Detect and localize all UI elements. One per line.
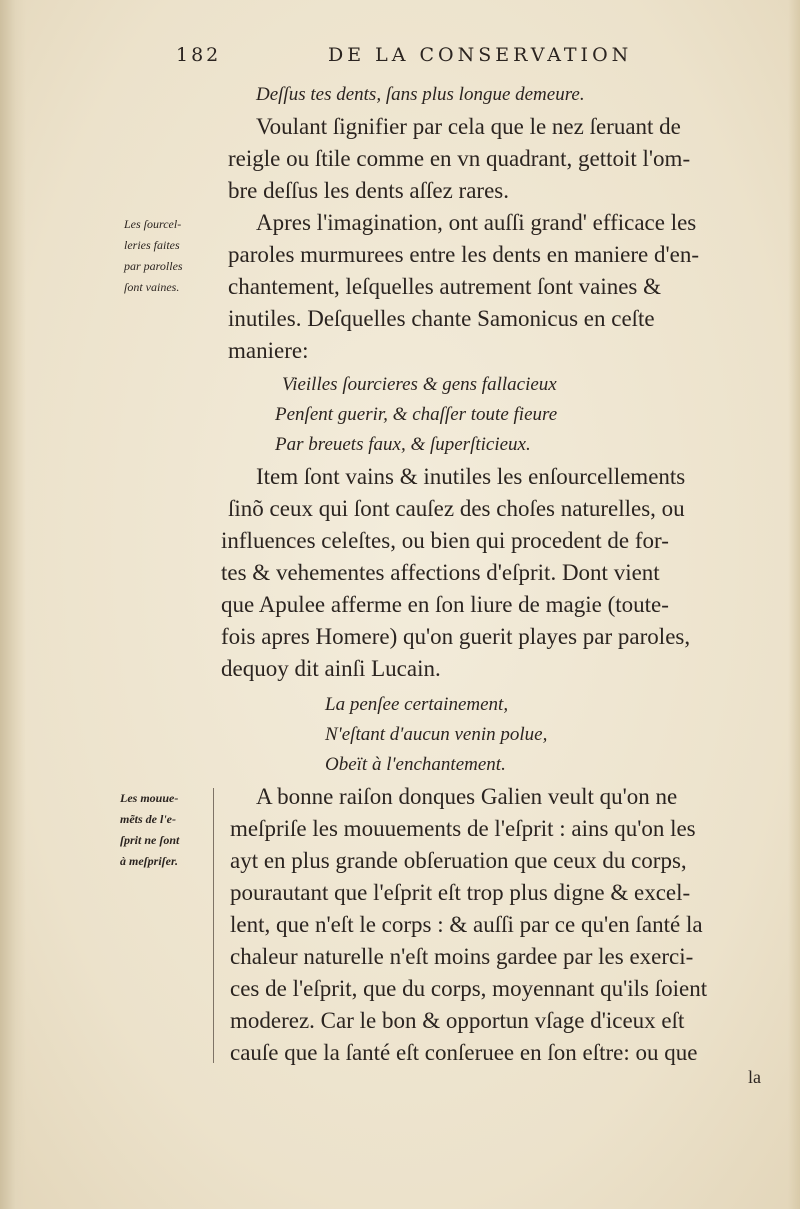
margin-bracket xyxy=(213,788,217,1063)
margin-note-line: mẽts de l'e- xyxy=(120,812,176,826)
verse-line: La penſee certainement, xyxy=(325,694,509,715)
text-line: ces de l'eſprit, que du corps, moyennant qu'ils ſoient xyxy=(230,976,708,1001)
text-line: dequoy dit ainſi Lucain. xyxy=(221,656,441,681)
margin-note-line: Les ſourcel- xyxy=(124,217,182,231)
margin-note-line: ſprit ne ſont xyxy=(120,833,180,847)
text-line: reigle ou ſtile comme en vn quadrant, gettoit l'om- xyxy=(228,146,691,171)
text-line: chaleur naturelle n'eſt moins gardee par les exerci- xyxy=(230,944,694,969)
margin-note-line: par parolles xyxy=(124,259,183,273)
text-line: que Apulee afferme en ſon liure de magie (toute- xyxy=(221,592,669,617)
verse-line: N'eſtant d'aucun venin polue, xyxy=(325,724,548,745)
running-title: DE LA CONSERVATION xyxy=(328,44,633,66)
margin-note-line: ſont vaines. xyxy=(124,280,180,294)
text-line: A bonne raiſon donques Galien veult qu'on ne xyxy=(256,784,678,809)
text-line: maniere: xyxy=(228,338,309,363)
margin-note-line: à meſpriſer. xyxy=(120,854,178,868)
page-number: 182 xyxy=(176,44,222,66)
text-line: Item ſont vains & inutiles les enſourcellements xyxy=(256,464,686,489)
text-line: Voulant ſignifier par cela que le nez ſeruant de xyxy=(256,114,681,139)
verse-line: Vieilles ſourcieres & gens fallacieux xyxy=(282,374,557,395)
text-line: paroles murmurees entre les dents en maniere d'en- xyxy=(228,242,699,267)
text-line: influences celeſtes, ou bien qui procedent de for- xyxy=(221,528,669,553)
verse-line: Obeït à l'enchantement. xyxy=(325,754,506,775)
text-line: lent, que n'eſt le corps : & auſſi par ce qu'en ſanté la xyxy=(230,912,703,937)
text-line: ſinõ ceux qui ſont cauſez des choſes naturelles, ou xyxy=(228,496,685,521)
text-line: meſpriſe les mouuements de l'eſprit : ains qu'on les xyxy=(230,816,696,841)
text-line: ayt en plus grande obſeruation que ceux du corps, xyxy=(230,848,687,873)
page-edge xyxy=(788,0,800,1209)
text-line: cauſe que la ſanté eſt conſeruee en ſon eſtre: ou que xyxy=(230,1040,698,1065)
text-line: bre deſſus les dents aſſez rares. xyxy=(228,178,509,203)
text-line: Apres l'imagination, ont auſſi grand' efficace les xyxy=(256,210,697,235)
catchword: la xyxy=(748,1067,761,1087)
margin-note-line: leries faites xyxy=(124,238,180,252)
text-line: fois apres Homere) qu'on guerit playes par paroles, xyxy=(221,624,691,649)
text-line: chantement, leſquelles autrement ſont vaines & xyxy=(228,274,662,299)
text-line: tes & vehementes affections d'eſprit. Dont vient xyxy=(221,560,660,585)
text-line: inutiles. Deſquelles chante Samonicus en ceſte xyxy=(228,306,655,331)
verse-line: Penſent guerir, & chaſſer toute fieure xyxy=(275,404,558,425)
text-line: Deſſus tes dents, ſans plus longue demeure. xyxy=(256,84,585,105)
text-line: pourautant que l'eſprit eſt trop plus digne & excel- xyxy=(230,880,691,905)
text-line: moderez. Car le bon & opportun vſage d'iceux eſt xyxy=(230,1008,685,1033)
binding-gutter xyxy=(0,0,26,1209)
margin-note-line: Les mouue- xyxy=(120,791,179,805)
running-head xyxy=(176,44,696,74)
verse-line: Par breuets faux, & ſuperſticieux. xyxy=(275,434,531,455)
